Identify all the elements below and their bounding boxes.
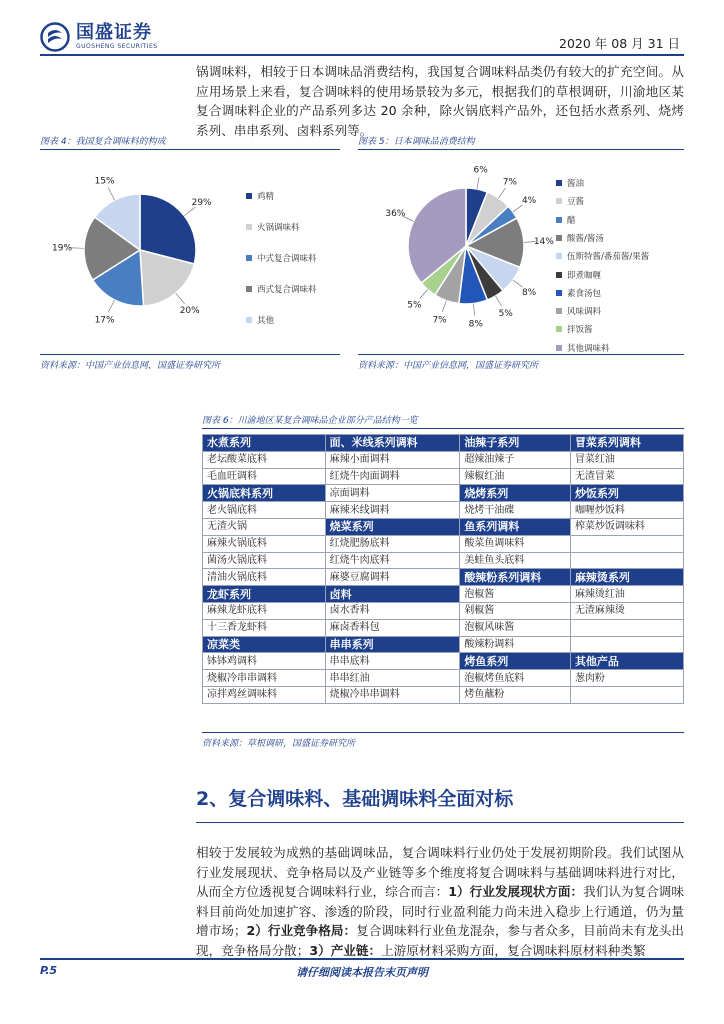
figure6-title: 图表 6：川渝地区某复合调味品企业部分产品结构一览 bbox=[202, 416, 418, 426]
table-cell: 剁椒酱 bbox=[460, 602, 571, 619]
table-row bbox=[203, 518, 684, 535]
legend-swatch bbox=[246, 286, 252, 292]
leader-line bbox=[477, 177, 479, 189]
table-cell: 无渣麻辣烫 bbox=[570, 602, 683, 619]
data-label: 17% bbox=[94, 315, 115, 326]
table-category-header: 冒菜系列调料 bbox=[570, 435, 683, 452]
legend-label: 拌饭酱 bbox=[567, 325, 593, 336]
table-row bbox=[203, 686, 684, 703]
legend-item bbox=[246, 314, 274, 326]
table-cell: 老火锅底料 bbox=[203, 502, 326, 519]
table-cell: 红烧肥肠底料 bbox=[325, 535, 460, 552]
table-cell: 葱肉粉 bbox=[570, 670, 683, 687]
table-category-header: 水煮系列 bbox=[203, 435, 326, 452]
legend-label: 酸酱/酱汤 bbox=[567, 233, 604, 244]
legend-label: 风味调料 bbox=[567, 307, 602, 318]
table-row bbox=[203, 552, 684, 569]
legend-label: 其他调味料 bbox=[567, 343, 610, 354]
table-cell: 清油火锅底料 bbox=[203, 569, 326, 586]
figure4-title: 图表 4：我国复合调味料的构成 bbox=[40, 137, 166, 147]
legend-swatch bbox=[556, 198, 562, 204]
leader-line bbox=[442, 301, 446, 312]
table-row bbox=[203, 569, 684, 586]
table-cell: 麻辣龙虾底料 bbox=[203, 602, 326, 619]
legend-swatch bbox=[246, 193, 252, 199]
table-cell: 串串底料 bbox=[325, 653, 460, 670]
table-category-header: 火锅底料系列 bbox=[203, 485, 326, 502]
figure5-title: 图表 5：日本调味品消费结构 bbox=[358, 137, 475, 147]
table-cell: 麻辣火锅底料 bbox=[203, 535, 326, 552]
legend-label: 素食汤包 bbox=[567, 288, 602, 299]
legend-swatch bbox=[556, 290, 562, 296]
legend-label: 鸡精 bbox=[257, 192, 275, 202]
data-label: 14% bbox=[533, 237, 554, 248]
data-label: 8% bbox=[468, 319, 483, 330]
legend-label: 西式复合调味料 bbox=[257, 285, 317, 295]
figure4-title-rule bbox=[40, 149, 340, 150]
data-label: 7% bbox=[502, 177, 517, 188]
page-number: P.5 bbox=[40, 964, 58, 977]
legend-label: 其他 bbox=[257, 316, 275, 326]
figure4-source-rule bbox=[40, 354, 340, 355]
legend-item bbox=[556, 342, 610, 354]
header-rule bbox=[40, 54, 684, 56]
table-cell: 菌汤火锅底料 bbox=[203, 552, 326, 569]
table-category-header: 油辣子系列 bbox=[460, 435, 571, 452]
table-row bbox=[203, 670, 684, 687]
legend-label: 中式复合调味料 bbox=[257, 254, 317, 264]
data-label: 20% bbox=[179, 306, 200, 317]
table-cell bbox=[570, 552, 683, 569]
point3-label: 3）产业链： bbox=[309, 942, 382, 958]
legend-label: 豆酱 bbox=[567, 197, 585, 208]
section-heading: 2、复合调味料、基础调味料全面对标 bbox=[196, 788, 514, 810]
table-cell: 红烧牛肉底料 bbox=[325, 552, 460, 569]
legend-label: 醋 bbox=[567, 215, 576, 226]
data-label: 5% bbox=[407, 300, 422, 311]
data-label: 8% bbox=[521, 287, 537, 298]
table-category-header: 其他产品 bbox=[570, 653, 683, 670]
product-structure-table bbox=[202, 434, 684, 704]
table-cell: 酸菜鱼调味料 bbox=[460, 535, 571, 552]
leader-line bbox=[496, 296, 502, 306]
legend-label: 火锅调味料 bbox=[257, 223, 300, 233]
data-label: 5% bbox=[498, 309, 513, 320]
table-row bbox=[203, 468, 684, 485]
leader-line bbox=[184, 207, 195, 216]
report-date: 2020 年 08 月 31 日 bbox=[559, 36, 680, 51]
legend-item bbox=[246, 283, 317, 295]
leader-line bbox=[420, 290, 428, 299]
table-cell: 烧椒冷串串调料 bbox=[325, 686, 460, 703]
figure4-source: 资料来源：中国产业信息网，国盛证券研究所 bbox=[40, 361, 221, 371]
guosheng-logo-icon bbox=[40, 22, 70, 52]
table-row bbox=[203, 653, 684, 670]
legend-item bbox=[246, 221, 300, 233]
table-row bbox=[203, 586, 684, 603]
point2-text: 复合调味料行业鱼龙混杂，参与者众多，目前尚未有龙头出现，竞争格局分散； bbox=[196, 923, 685, 958]
table-category-header: 麻辣烫系列 bbox=[570, 569, 683, 586]
legend-label: 即煮咖喱 bbox=[567, 270, 602, 281]
legend-swatch bbox=[556, 180, 562, 186]
legend-swatch bbox=[556, 326, 562, 332]
leader-line bbox=[108, 188, 114, 200]
legend-item bbox=[556, 287, 601, 299]
table-row bbox=[203, 485, 684, 502]
legend-swatch bbox=[556, 308, 562, 314]
table-cell: 凉拌鸡丝调味料 bbox=[203, 686, 326, 703]
table-cell: 泡椒酱 bbox=[460, 586, 571, 603]
leader-line bbox=[176, 293, 185, 304]
table-row bbox=[203, 451, 684, 468]
table-category-header: 烤鱼系列 bbox=[460, 653, 571, 670]
footer-disclaimer: 请仔细阅读本报告末页声明 bbox=[296, 966, 428, 979]
table-cell: 老坛酸菜底料 bbox=[203, 451, 326, 468]
table-category-header: 面、米线系列调料 bbox=[325, 435, 460, 452]
figure6-source: 资料来源：草根调研，国盛证券研究所 bbox=[202, 739, 356, 749]
company-logo bbox=[40, 22, 158, 52]
figure5-title-rule bbox=[358, 149, 684, 150]
table-cell: 麻辣小面调料 bbox=[325, 451, 460, 468]
table-cell: 毛血旺调料 bbox=[203, 468, 326, 485]
point2-label: 2）行业竞争格局： bbox=[246, 923, 357, 938]
leader-line bbox=[513, 280, 523, 287]
table-cell bbox=[570, 619, 683, 636]
leader-line bbox=[473, 304, 475, 316]
legend-swatch bbox=[246, 224, 252, 230]
legend-swatch bbox=[556, 235, 562, 241]
data-label: 7% bbox=[432, 315, 447, 326]
legend-item bbox=[556, 250, 649, 262]
company-name-cn: 国盛证券 bbox=[76, 22, 152, 43]
table-row bbox=[203, 619, 684, 636]
table-cell: 辣椒红油 bbox=[460, 468, 571, 485]
leader-line bbox=[108, 300, 114, 312]
legend-item bbox=[556, 269, 601, 281]
table-cell: 无渣火锅 bbox=[203, 518, 326, 535]
legend-item bbox=[556, 323, 593, 335]
table-cell: 酸辣粉调料 bbox=[460, 636, 571, 653]
table-row bbox=[203, 502, 684, 519]
figure6-title-rule bbox=[202, 428, 684, 429]
table-cell: 超辣油辣子 bbox=[460, 451, 571, 468]
legend-swatch bbox=[246, 317, 252, 323]
table-category-header: 鱼系列调料 bbox=[460, 518, 571, 535]
legend-item bbox=[556, 195, 584, 207]
table-category-header: 炒饭系列 bbox=[570, 485, 683, 502]
data-label: 15% bbox=[94, 176, 115, 187]
data-label: 19% bbox=[52, 243, 73, 254]
legend-swatch bbox=[556, 345, 562, 351]
legend-item bbox=[556, 177, 584, 189]
table-cell: 钵钵鸡调料 bbox=[203, 653, 326, 670]
point1-text: 我们认为复合调味料目前尚处加速扩容、渗透的阶段，同时行业盈利能力尚未进入稳步上行通道，仍为量增市场； bbox=[196, 884, 685, 938]
legend-swatch bbox=[556, 272, 562, 278]
table-cell: 美蛙鱼头底料 bbox=[460, 552, 571, 569]
legend-swatch bbox=[556, 217, 562, 223]
table-cell: 冒菜红油 bbox=[570, 451, 683, 468]
legend-item bbox=[556, 214, 576, 226]
legend-swatch bbox=[556, 253, 562, 259]
legend-swatch bbox=[246, 255, 252, 261]
data-label: 36% bbox=[385, 208, 406, 219]
data-label: 6% bbox=[473, 165, 488, 176]
section-heading-rule bbox=[196, 822, 684, 823]
table-category-header: 串串系列 bbox=[325, 636, 460, 653]
legend-item bbox=[556, 305, 601, 317]
table-cell: 咖喱炒饭料 bbox=[570, 502, 683, 519]
company-name-en: GUOSHENG SECURITIES bbox=[76, 43, 158, 50]
table-cell: 无渣冒菜 bbox=[570, 468, 683, 485]
intro-paragraph: 锅调味料，相较于日本调味品消费结构，我国复合调味料品类仍有较大的扩充空间。从应用场景上来看，复合调味料的使用场景较为多元，根据我们的草根调研，川渝地区某复合调味料企业的产品系列多达 20 余种，除火锅底料产品外，还包括水煮系列、烧烤系列、串串系列、卤料系列等。 bbox=[196, 64, 684, 138]
table-cell: 麻辣烫红油 bbox=[570, 586, 683, 603]
legend-item bbox=[246, 252, 317, 264]
data-label: 4% bbox=[521, 196, 537, 207]
table-cell: 泡椒风味酱 bbox=[460, 619, 571, 636]
leader-line bbox=[499, 188, 506, 198]
table-cell bbox=[570, 686, 683, 703]
table-category-header: 凉菜类 bbox=[203, 636, 326, 653]
table-cell: 串串红油 bbox=[325, 670, 460, 687]
table-cell: 烧椒冷串串调料 bbox=[203, 670, 326, 687]
legend-item bbox=[556, 232, 604, 244]
point3-text: 上游原材料采购方面，复合调味料原材料种类繁 bbox=[381, 942, 646, 958]
figure5-source-rule bbox=[358, 354, 684, 355]
figure6-source-rule bbox=[202, 732, 684, 733]
table-cell bbox=[570, 636, 683, 653]
point1-label: 1）行业发展现状方面： bbox=[448, 884, 584, 899]
table-row bbox=[203, 602, 684, 619]
legend-item bbox=[246, 190, 274, 202]
table-category-header: 龙虾系列 bbox=[203, 586, 326, 603]
table-cell: 红烧牛肉面调料 bbox=[325, 468, 460, 485]
table-cell: 麻卤香料包 bbox=[325, 619, 460, 636]
table-category-header: 酸辣粉系列调料 bbox=[460, 569, 571, 586]
legend-label: 伍斯特酱/番茄酱/果酱 bbox=[567, 252, 650, 263]
table-cell: 十三香龙虾料 bbox=[203, 619, 326, 636]
figure5-source: 资料来源：中国产业信息网，国盛证券研究所 bbox=[358, 361, 539, 371]
table-category-header: 卤料 bbox=[325, 586, 460, 603]
table-cell: 烧烤干油碟 bbox=[460, 502, 571, 519]
section-intro-text: 相较于发展较为成熟的基础调味品，复合调味料行业仍处于发展初期阶段。我们试图从行业发展现状、竞争格局以及产业链等多个维度将复合调味料与基础调味料进行对比，从而全方位透视复合调味料行业，综合而言： bbox=[196, 845, 684, 899]
legend-label: 酱油 bbox=[567, 179, 585, 189]
section-paragraph bbox=[196, 843, 684, 960]
data-label: 29% bbox=[191, 198, 212, 209]
table-cell: 烤鱼蘸粉 bbox=[460, 686, 571, 703]
table-cell: 麻婆豆腐调料 bbox=[325, 569, 460, 586]
table-cell: 榨菜炒饭调味料 bbox=[570, 518, 683, 535]
table-cell: 卤水香料 bbox=[325, 602, 460, 619]
table-row bbox=[203, 435, 684, 452]
table-cell: 凉面调料 bbox=[325, 485, 460, 502]
table-cell: 泡椒烤鱼底料 bbox=[460, 670, 571, 687]
table-row bbox=[203, 636, 684, 653]
footer-rule bbox=[40, 958, 684, 960]
table-category-header: 烧烤系列 bbox=[460, 485, 571, 502]
table-category-header: 烧菜系列 bbox=[325, 518, 460, 535]
table-row bbox=[203, 535, 684, 552]
table-cell bbox=[570, 535, 683, 552]
table-cell: 麻辣米线调料 bbox=[325, 502, 460, 519]
